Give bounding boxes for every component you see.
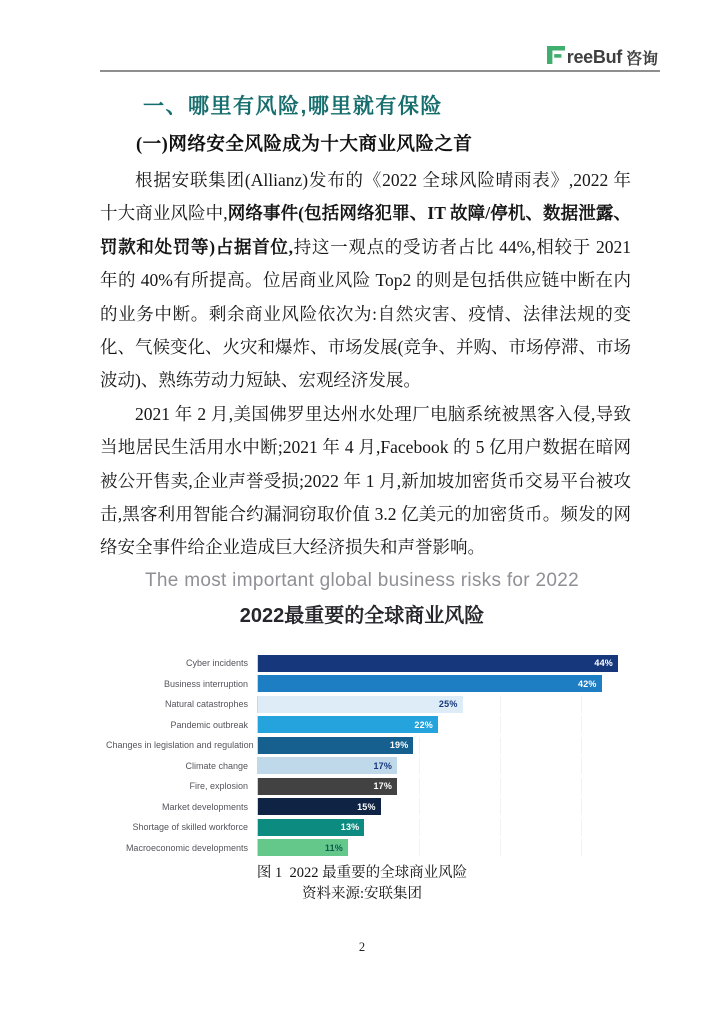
chart-bar-track: [257, 839, 618, 856]
header-divider: [100, 70, 660, 72]
chart-bar-track: [257, 716, 618, 733]
chart-row: [106, 653, 618, 674]
chart-value-label: 19%: [389, 740, 409, 751]
chart-category-label: Shortage of skilled workforce: [132, 822, 248, 833]
chart-bar: [258, 655, 618, 672]
chart-value-label: 25%: [438, 699, 458, 710]
body-text: [100, 164, 631, 565]
chart-bar: [258, 716, 438, 733]
chart-title-english: The most important global business risks for 2022: [145, 570, 579, 591]
chart-category-label: Cyber incidents: [185, 658, 248, 669]
chart-bar-track: [257, 696, 618, 713]
chart-value-label: 13%: [340, 822, 360, 833]
chart-row: [106, 674, 618, 695]
risk-bar-chart: [106, 570, 618, 858]
chart-value-label: 22%: [414, 719, 433, 730]
chart-row: [106, 817, 618, 838]
chart-bar: [258, 675, 602, 692]
chart-bar-track: [257, 675, 618, 692]
chart-row: [106, 776, 618, 797]
logo-suffix-text: 咨询: [625, 51, 658, 68]
figure-caption-line1: 图 1 2022 最重要的全球商业风险: [256, 865, 468, 881]
chart-bar-track: [257, 737, 618, 754]
chart-bar: [258, 778, 397, 795]
p1-post: 持这一观点的受访者占比 44%,相较于 2021 年的 40%有所提高。位居商业风险 Top2 的则是包括供应链中断在内的业务中断。剩余商业风险依次为:自然灾害、疫情、法律法规的变化、气候变化、火灾和爆炸、市场发展(竞争、并购、市场停滞、市场波动)、熟练劳动力短缺、宏观经济发展。: [100, 236, 631, 391]
chart-value-label: 44%: [594, 658, 613, 669]
chart-category-label: Macroeconomic developments: [125, 842, 248, 853]
logo-brand-text: reeBuf: [566, 47, 622, 67]
chart-bar: [258, 798, 381, 815]
p1-pre: 根据安联集团(Allianz)发布的《2022 全球风险晴雨表》,2022 年十大商业风险中,: [100, 170, 631, 224]
chart-bar: [258, 839, 348, 856]
chart-value-label: 15%: [357, 801, 376, 812]
freebuf-logo: [547, 46, 658, 69]
chart-bar-track: [257, 819, 618, 836]
chart-row: [106, 694, 618, 715]
subsection-heading: (一)网络安全风险成为十大商业风险之首: [136, 135, 473, 155]
chart-category-label: Climate change: [185, 760, 248, 771]
chart-value-label: 17%: [373, 781, 393, 792]
chart-value-label: 11%: [324, 842, 343, 853]
chart-row: [106, 735, 618, 756]
chart-bar: [258, 737, 413, 754]
chart-value-label: 17%: [373, 760, 393, 771]
chart-bar: [258, 696, 463, 713]
chart-row: [106, 715, 618, 736]
paragraph-1: [100, 164, 631, 398]
chart-bar: [258, 819, 364, 836]
figure-caption-line2: 资料来源:安联集团: [301, 886, 423, 902]
chart-category-label: Market developments: [161, 801, 248, 812]
chart-category-label: Pandemic outbreak: [170, 719, 248, 730]
page-number: 2: [358, 940, 366, 954]
chart-title-chinese: 2022最重要的全球商业风险: [239, 605, 485, 627]
chart-row: [106, 756, 618, 777]
figure-caption: [0, 863, 724, 905]
section-heading: 一、哪里有风险,哪里就有保险: [143, 95, 443, 118]
chart-row: [106, 838, 618, 859]
chart-bar-track: [257, 757, 618, 774]
chart-rows: [106, 653, 618, 858]
chart-value-label: 42%: [578, 678, 597, 689]
chart-bar: [258, 757, 397, 774]
p1-bold: 网络事件(包括网络犯罪、IT 故障/停机、数据泄露、罚款和处罚等)占据首位,: [100, 203, 631, 257]
chart-bar-track: [257, 655, 618, 672]
freebuf-f-icon: [547, 46, 565, 69]
chart-row: [106, 797, 618, 818]
chart-category-label: Business interruption: [163, 678, 248, 689]
chart-bar-track: [257, 778, 618, 795]
chart-bar-track: [257, 798, 618, 815]
paragraph-2: 2021 年 2 月,美国佛罗里达州水处理厂电脑系统被黑客入侵,导致当地居民生活用水中断;2021 年 4 月,Facebook 的 5 亿用户数据在暗网被公开售卖,企业声誉受损;2022 年 1 月,新加坡加密货币交易平台被攻击,黑客利用智能合约漏洞窃取价值 3.2 亿美元的加密货币。频发的网络安全事件给企业造成巨大经济损失和声誉影响。: [100, 403, 631, 558]
chart-category-label: Fire, explosion: [189, 781, 248, 792]
chart-category-label: Natural catastrophes: [164, 699, 248, 710]
chart-category-label: Changes in legislation and regulation: [106, 740, 254, 751]
